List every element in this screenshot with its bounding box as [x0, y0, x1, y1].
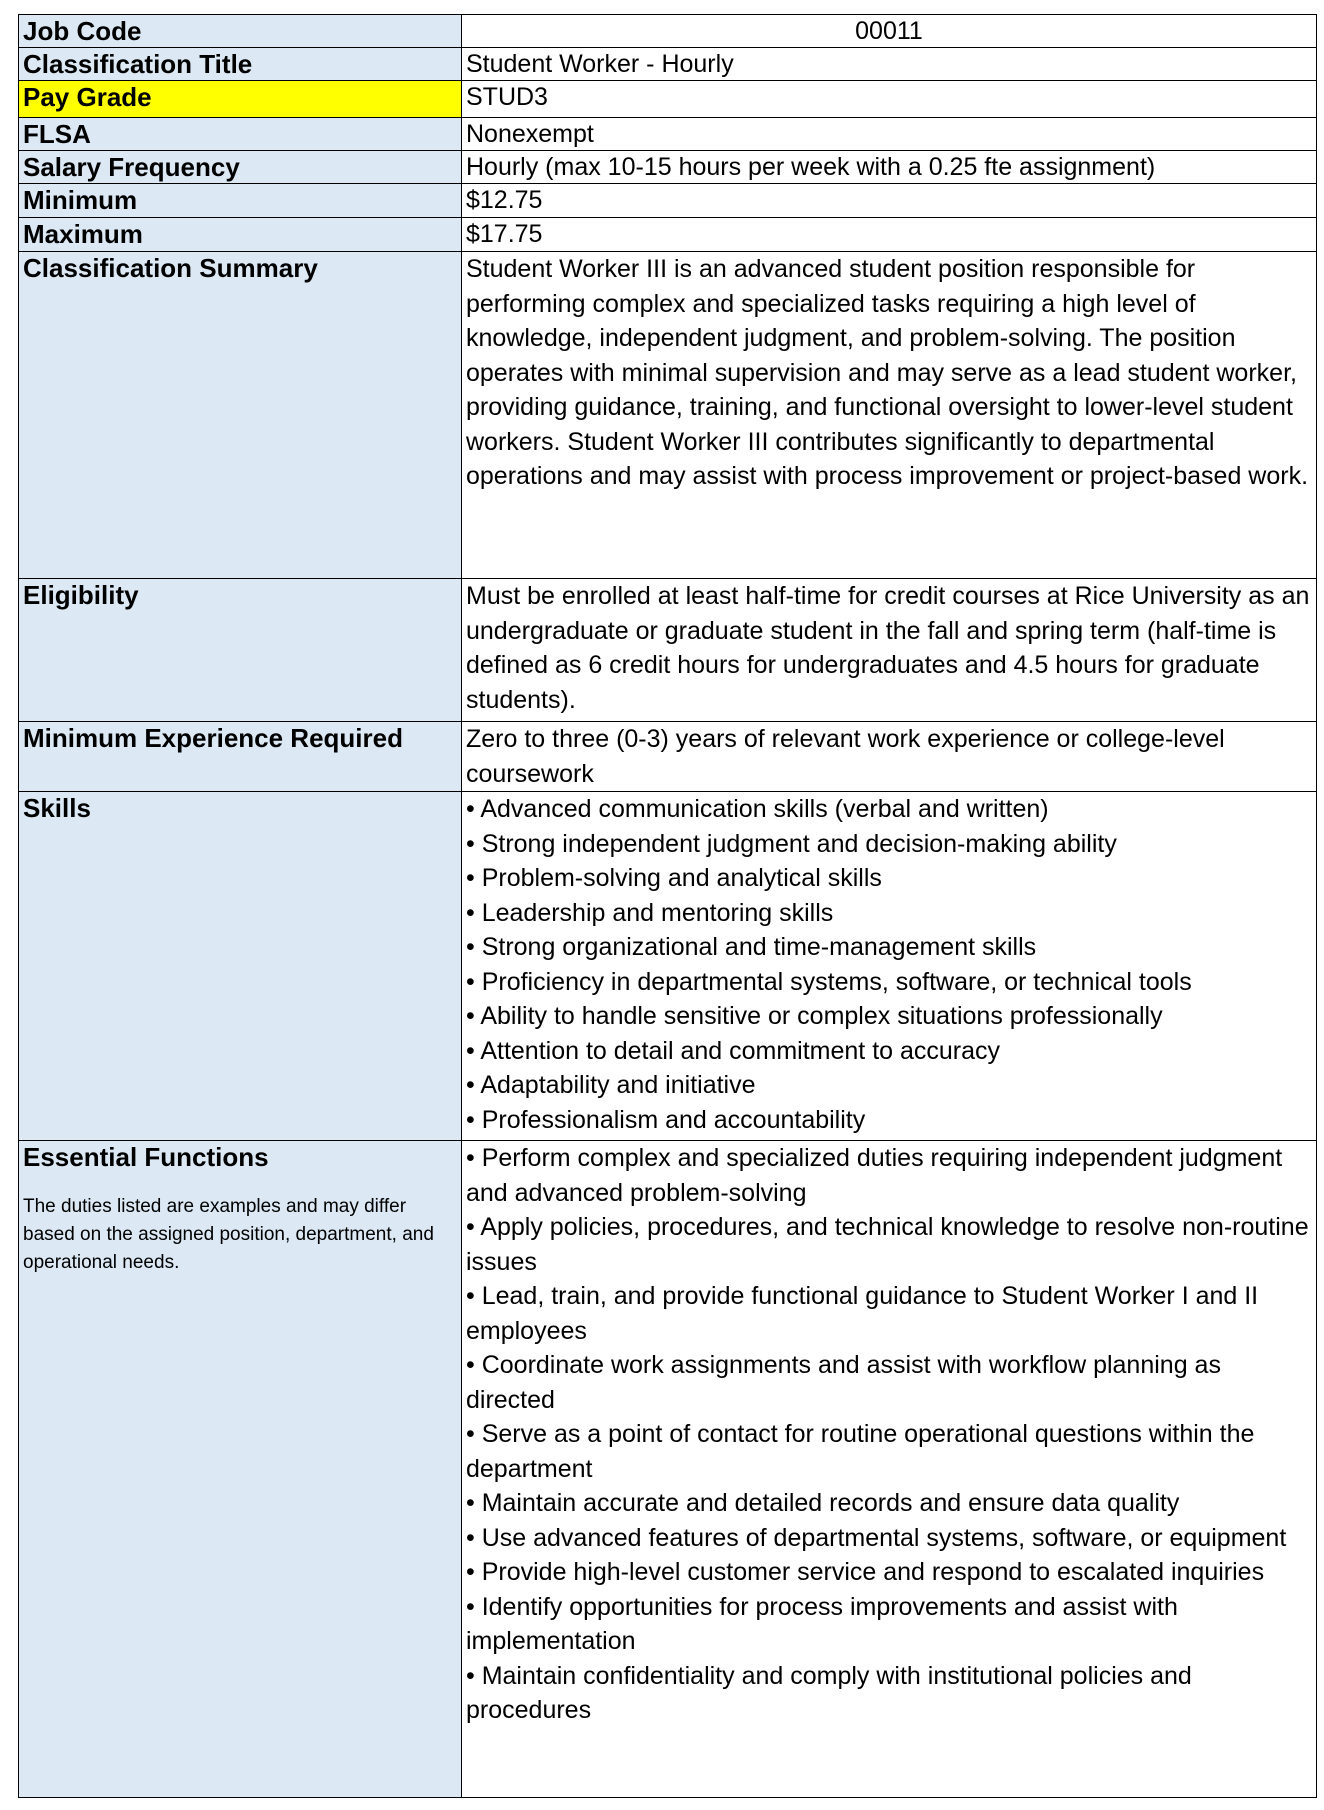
eligibility-label: Eligibility	[19, 579, 462, 722]
skill-item: • Advanced communication skills (verbal and written)	[466, 792, 1312, 827]
classification-summary-label: Classification Summary	[19, 252, 462, 579]
job-code-value: 00011	[462, 15, 1317, 48]
essential-functions-note: The duties listed are examples and may differ based on the assigned position, department, and operational needs.	[23, 1196, 434, 1273]
skill-item: • Leadership and mentoring skills	[466, 896, 1312, 931]
row-maximum	[19, 218, 1317, 252]
row-pay-grade	[19, 81, 1317, 118]
maximum-value: $17.75	[462, 218, 1317, 252]
row-classification-title	[19, 48, 1317, 81]
essential-functions-title: Essential Functions	[23, 1142, 269, 1172]
row-job-code	[19, 15, 1317, 48]
function-item: • Lead, train, and provide functional guidance to Student Worker I and II employees	[466, 1279, 1312, 1348]
row-flsa	[19, 118, 1317, 151]
skills-list	[466, 792, 1312, 1137]
function-item: • Perform complex and specialized duties requiring independent judgment and advanced problem-solving	[466, 1141, 1312, 1210]
essential-functions-list	[466, 1141, 1312, 1728]
essential-functions-value	[462, 1141, 1317, 1798]
skill-item: • Strong organizational and time-management skills	[466, 930, 1312, 965]
job-code-label: Job Code	[19, 15, 462, 48]
function-item: • Identify opportunities for process improvements and assist with implementation	[466, 1590, 1312, 1659]
skill-item: • Problem-solving and analytical skills	[466, 861, 1312, 896]
skill-item: • Adaptability and initiative	[466, 1068, 1312, 1103]
minimum-experience-value: Zero to three (0-3) years of relevant work experience or college-level coursework	[462, 722, 1317, 792]
function-item: • Coordinate work assignments and assist with workflow planning as directed	[466, 1348, 1312, 1417]
function-item: • Provide high-level customer service and respond to escalated inquiries	[466, 1555, 1312, 1590]
row-essential-functions	[19, 1141, 1317, 1798]
classification-title-label: Classification Title	[19, 48, 462, 81]
pay-grade-label: Pay Grade	[19, 81, 462, 118]
function-item: • Maintain accurate and detailed records and ensure data quality	[466, 1486, 1312, 1521]
skill-item: • Strong independent judgment and decision-making ability	[466, 827, 1312, 862]
row-classification-summary	[19, 252, 1317, 579]
classification-summary-value: Student Worker III is an advanced student position responsible for performing complex and specialized tasks requiring a high level of knowledge, independent judgment, and problem-solving. The position operates with minimal supervision and may serve as a lead student worker, providing guidance, training, and functional oversight to lower-level student workers. Student Worker III contributes significantly to departmental operations and may assist with process improvement or project-based work.	[462, 252, 1317, 579]
row-minimum-experience	[19, 722, 1317, 792]
salary-frequency-label: Salary Frequency	[19, 151, 462, 184]
job-classification-table	[18, 14, 1317, 1798]
skills-value	[462, 792, 1317, 1141]
skills-label: Skills	[19, 792, 462, 1141]
row-skills	[19, 792, 1317, 1141]
skill-item: • Attention to detail and commitment to accuracy	[466, 1034, 1312, 1069]
salary-frequency-value: Hourly (max 10-15 hours per week with a 0.25 fte assignment)	[462, 151, 1317, 184]
function-item: • Maintain confidentiality and comply with institutional policies and procedures	[466, 1659, 1312, 1728]
row-eligibility	[19, 579, 1317, 722]
pay-grade-value: STUD3	[462, 81, 1317, 118]
minimum-experience-label: Minimum Experience Required	[19, 722, 462, 792]
classification-title-value: Student Worker - Hourly	[462, 48, 1317, 81]
essential-functions-label	[19, 1141, 462, 1798]
function-item: • Apply policies, procedures, and technical knowledge to resolve non-routine issues	[466, 1210, 1312, 1279]
function-item: • Serve as a point of contact for routine operational questions within the department	[466, 1417, 1312, 1486]
row-minimum	[19, 184, 1317, 218]
skill-item: • Ability to handle sensitive or complex situations professionally	[466, 999, 1312, 1034]
flsa-value: Nonexempt	[462, 118, 1317, 151]
row-salary-frequency	[19, 151, 1317, 184]
minimum-value: $12.75	[462, 184, 1317, 218]
minimum-label: Minimum	[19, 184, 462, 218]
eligibility-value: Must be enrolled at least half-time for credit courses at Rice University as an undergraduate or graduate student in the fall and spring term (half-time is defined as 6 credit hours for undergraduates and 4.5 hours for graduate students).	[462, 579, 1317, 722]
maximum-label: Maximum	[19, 218, 462, 252]
flsa-label: FLSA	[19, 118, 462, 151]
function-item: • Use advanced features of departmental systems, software, or equipment	[466, 1521, 1312, 1556]
skill-item: • Proficiency in departmental systems, software, or technical tools	[466, 965, 1312, 1000]
skill-item: • Professionalism and accountability	[466, 1103, 1312, 1138]
